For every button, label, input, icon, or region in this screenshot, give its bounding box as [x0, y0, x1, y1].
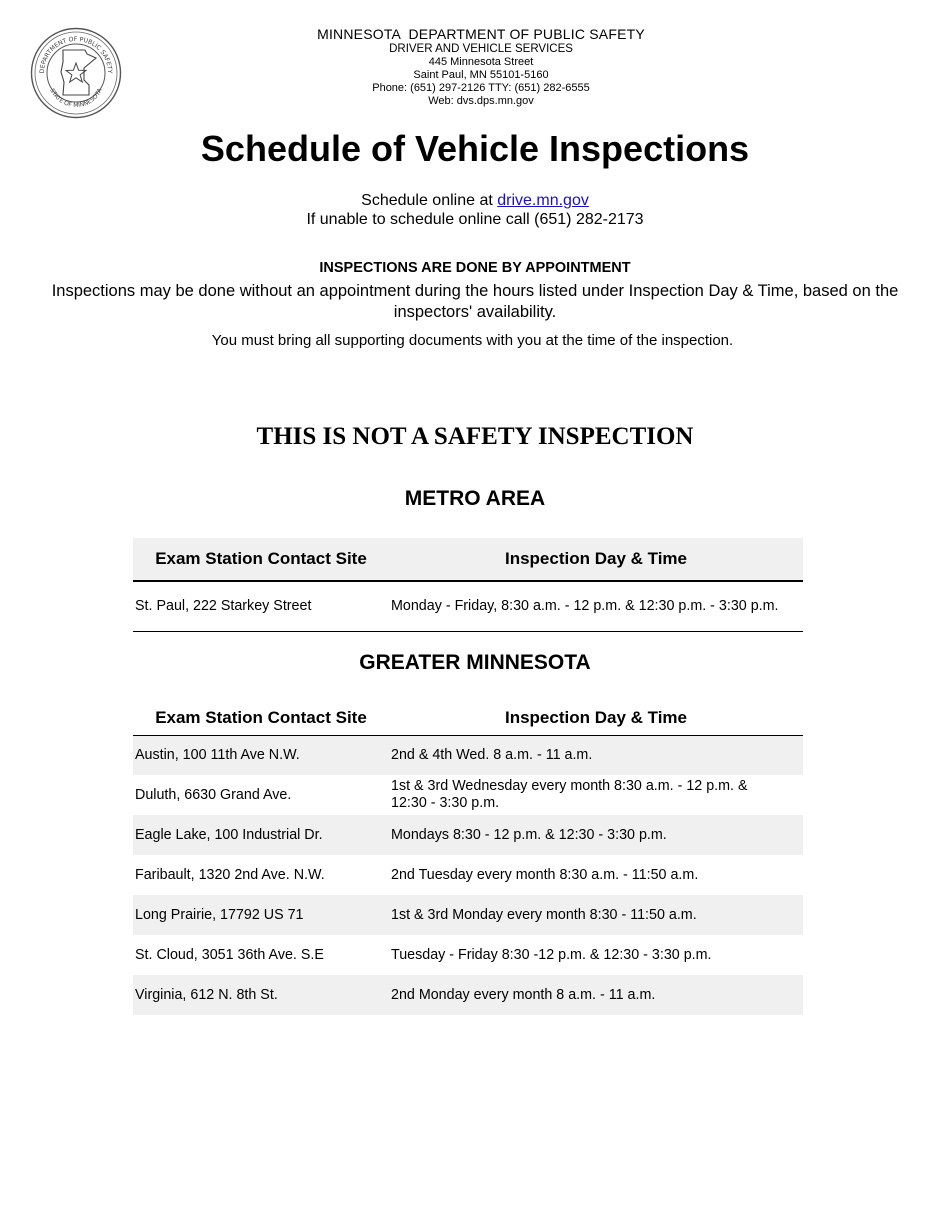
table-row [133, 735, 803, 775]
agency-city: Saint Paul, MN 55101-5160 [413, 69, 549, 82]
site-cell: Duluth, 6630 Grand Ave. [135, 786, 292, 803]
site-cell: Virginia, 612 N. 8th St. [135, 986, 278, 1003]
schedule-online-line [0, 191, 950, 210]
time-cell: 2nd Tuesday every month 8:30 a.m. - 11:50 a.m. [391, 866, 699, 883]
table-row [133, 855, 803, 895]
greater-minnesota-table [133, 701, 803, 1015]
column-header-site: Exam Station Contact Site [155, 549, 367, 568]
table-row [133, 935, 803, 975]
time-cell: Mondays 8:30 - 12 p.m. & 12:30 - 3:30 p.m. [391, 826, 667, 843]
table-row [133, 775, 803, 815]
site-cell: St. Paul, 222 Starkey Street [135, 597, 312, 614]
site-cell: Faribault, 1320 2nd Ave. N.W. [135, 866, 325, 883]
svg-text:DEPARTMENT OF PUBLIC SAFETY: DEPARTMENT OF PUBLIC SAFETY [38, 35, 114, 74]
site-cell: Austin, 100 11th Ave N.W. [135, 746, 300, 763]
schedule-online-link[interactable]: drive.mn.gov [497, 192, 589, 209]
site-cell: St. Cloud, 3051 36th Ave. S.E [135, 946, 324, 963]
time-cell: Monday - Friday, 8:30 a.m. - 12 p.m. & 12:30 p.m. - 3:30 p.m. [391, 597, 779, 614]
agency-web: Web: dvs.dps.mn.gov [428, 94, 534, 107]
svg-text:STATE OF MINNESOTA: STATE OF MINNESOTA [48, 87, 104, 110]
time-cell: 2nd & 4th Wed. 8 a.m. - 11 a.m. [391, 746, 593, 763]
schedule-online-prefix: Schedule online at [361, 192, 498, 209]
table-row [133, 581, 803, 631]
time-cell: Tuesday - Friday 8:30 -12 p.m. & 12:30 - 3:30 p.m. [391, 946, 712, 963]
agency-street: 445 Minnesota Street [428, 56, 534, 69]
metro-table [133, 538, 803, 632]
table-row [133, 895, 803, 935]
site-cell: Long Prairie, 17792 US 71 [135, 906, 304, 923]
agency-name: MINNESOTA DEPARTMENT OF PUBLIC SAFETY [317, 26, 645, 42]
agency-phone: Phone: (651) 297-2126 TTY: (651) 282-6555 [372, 82, 590, 95]
table-header-row [133, 701, 803, 735]
table-row [133, 975, 803, 1015]
documents-note: You must bring all supporting documents with you at the time of the inspection. [211, 332, 734, 349]
site-cell: Eagle Lake, 100 Industrial Dr. [135, 826, 323, 843]
not-safety-notice: THIS IS NOT A SAFETY INSPECTION [256, 423, 694, 450]
table-header-row [133, 538, 803, 581]
metro-heading: METRO AREA [404, 487, 546, 510]
table-row [133, 815, 803, 855]
schedule-info [0, 191, 950, 229]
division-name: DRIVER AND VEHICLE SERVICES [389, 42, 573, 55]
agency-address-block [0, 26, 950, 108]
greater-minnesota-heading: GREATER MINNESOTA [359, 651, 591, 674]
column-header-site: Exam Station Contact Site [155, 707, 367, 727]
time-cell: 1st & 3rd Monday every month 8:30 - 11:50 a.m. [391, 906, 697, 923]
time-cell: 1st & 3rd Wednesday every month 8:30 a.m. - 12 p.m. & 12:30 - 3:30 p.m. [391, 778, 748, 811]
column-header-time: Inspection Day & Time [504, 707, 687, 727]
appointment-body: Inspections may be done without an appointment during the hours listed under Inspection Day & Time, based on the inspectors' availability. [51, 282, 899, 321]
column-header-time: Inspection Day & Time [504, 549, 687, 568]
schedule-phone-line: If unable to schedule online call (651) 282-2173 [306, 211, 644, 228]
appointment-heading: INSPECTIONS ARE DONE BY APPOINTMENT [319, 260, 631, 276]
time-cell: 2nd Monday every month 8 a.m. - 11 a.m. [391, 986, 656, 1003]
page-title: Schedule of Vehicle Inspections [200, 128, 750, 169]
